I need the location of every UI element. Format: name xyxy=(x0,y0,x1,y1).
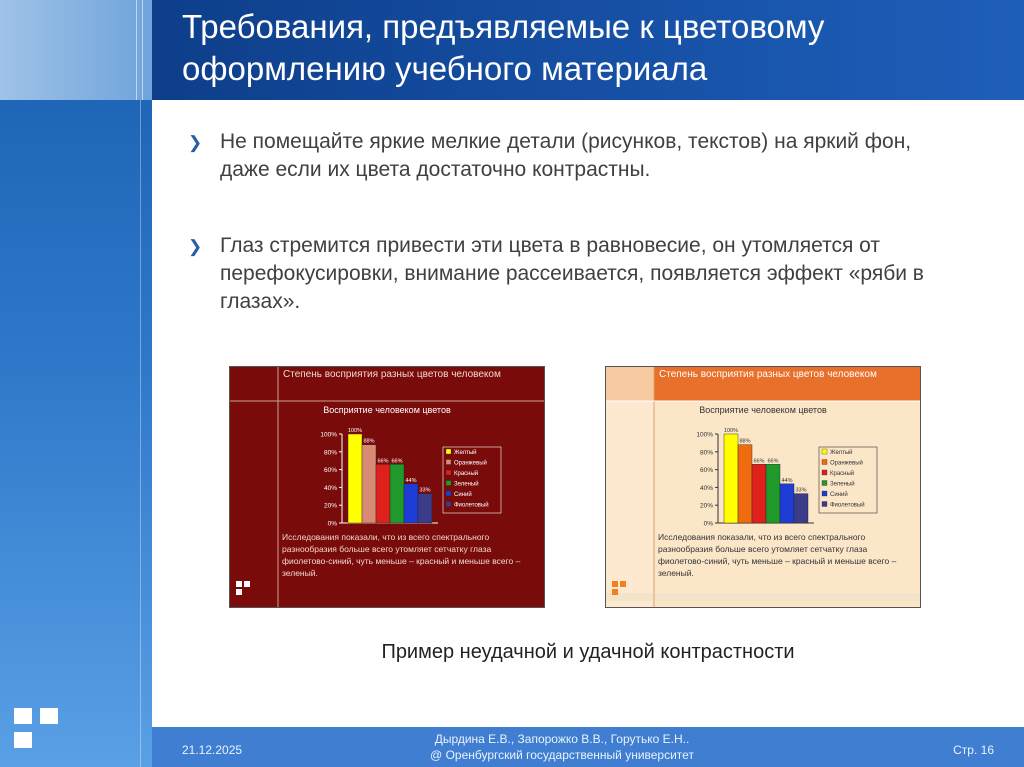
y-tick-label: 80% xyxy=(699,449,713,457)
sidebar xyxy=(0,0,152,767)
bar xyxy=(752,464,766,523)
bar xyxy=(724,434,738,523)
footer-date: 21.12.2025 xyxy=(182,743,243,757)
footer-university-line: @ Оренбургский государственный университет xyxy=(430,748,694,762)
slide-side-strip xyxy=(606,401,654,607)
legend-label: Фиолетовый xyxy=(454,502,489,509)
bar xyxy=(390,464,404,523)
footer-authors-line: Дырдина Е.В., Запорожко В.В., Горутько Е.Н.. xyxy=(434,732,690,746)
slide-logo-square xyxy=(236,589,242,595)
bar-value-label: 44% xyxy=(781,477,793,484)
legend-label: Зеленый xyxy=(454,481,479,488)
slide-logo-square xyxy=(612,581,618,587)
y-tick-label: 100% xyxy=(320,431,337,439)
y-tick-label: 40% xyxy=(323,484,337,492)
y-tick-label: 40% xyxy=(699,484,713,492)
bullet-text: Глаз стремится привести эти цвета в равновесие, он утомляется от перефокусировки, внимание рассеивается, появляется эффект «ряби в глазах». xyxy=(220,234,924,313)
chart-title: Восприятие человеком цветов xyxy=(699,405,827,415)
bar xyxy=(348,434,362,523)
legend-label: Красный xyxy=(830,471,855,477)
slide-bottom-band xyxy=(606,593,920,601)
legend-swatch xyxy=(822,449,827,454)
bar xyxy=(780,484,794,523)
bar xyxy=(766,464,780,523)
examples-caption: Пример неудачной и удачной контрастности xyxy=(381,641,795,663)
slide-logo-square xyxy=(244,581,250,587)
legend-swatch xyxy=(446,470,451,475)
legend-label: Красный xyxy=(454,471,479,477)
bar-value-label: 66% xyxy=(753,458,765,465)
chevron-right-icon: ❯ xyxy=(188,133,203,152)
bar xyxy=(794,494,808,523)
footer-authors xyxy=(352,731,772,763)
bar-value-label: 100% xyxy=(347,428,363,434)
legend-label: Желтый xyxy=(830,450,853,456)
bar-value-label: 88% xyxy=(739,438,751,445)
slide-logo-square xyxy=(236,581,242,587)
bar-value-label: 66% xyxy=(391,458,403,465)
slide-description: Исследования показали, что из всего спектрального разнообразия больше всего утомляет сетчатку глаза фиолетово-синий, чуть меньше – красный и меньше всего – зеленый. xyxy=(282,532,521,578)
y-tick-label: 0% xyxy=(327,520,337,528)
y-tick-label: 80% xyxy=(323,449,337,457)
legend-label: Фиолетовый xyxy=(830,502,865,509)
legend-label: Оранжевый xyxy=(830,460,863,467)
legend-swatch xyxy=(446,449,451,454)
y-tick-label: 100% xyxy=(696,431,713,439)
page-title: Требования, предъявляемые к цветовому оформлению учебного материала xyxy=(182,8,825,87)
footer-bar xyxy=(152,727,1024,767)
example-slide-bad xyxy=(229,366,545,608)
legend-swatch xyxy=(446,481,451,486)
bar xyxy=(738,445,752,523)
footer-page-number: Стр. 16 xyxy=(953,743,994,757)
bar xyxy=(418,494,432,523)
slide-logo-square xyxy=(620,581,626,587)
legend-swatch xyxy=(822,502,827,507)
bar-value-label: 33% xyxy=(419,487,431,494)
slide-title: Степень восприятия разных цветов человеком xyxy=(659,369,877,380)
slide-header-corner xyxy=(606,367,654,401)
legend-swatch xyxy=(446,502,451,507)
legend-swatch xyxy=(822,470,827,475)
bar xyxy=(376,464,390,523)
legend-label: Желтый xyxy=(454,450,477,456)
legend-label: Синий xyxy=(830,492,848,498)
legend-label: Оранжевый xyxy=(454,460,487,467)
slide-description: Исследования показали, что из всего спектрального разнообразия больше всего утомляет сетчатку глаза фиолетово-синий, чуть меньше – красный и меньше всего – зеленый. xyxy=(658,532,897,578)
legend-label: Синий xyxy=(454,492,472,498)
slide-logo-square xyxy=(612,589,618,595)
chevron-right-icon: ❯ xyxy=(188,237,203,256)
bar-value-label: 44% xyxy=(405,477,417,484)
bullet-text: Не помещайте яркие мелкие детали (рисунков, текстов) на яркий фон, даже если их цвета достаточно контрастны. xyxy=(220,130,912,181)
chart-title: Восприятие человеком цветов xyxy=(323,405,451,415)
slide-title: Степень восприятия разных цветов человеком xyxy=(283,369,501,380)
y-tick-label: 60% xyxy=(323,467,337,475)
y-tick-label: 20% xyxy=(323,502,337,510)
bar-value-label: 100% xyxy=(723,428,739,434)
example-slide-good xyxy=(605,366,921,608)
header-bar xyxy=(152,0,1024,100)
legend-swatch xyxy=(446,460,451,465)
bar-value-label: 33% xyxy=(795,487,807,494)
legend-swatch xyxy=(822,481,827,486)
bar-value-label: 66% xyxy=(767,458,779,465)
sidebar-top-panel xyxy=(0,0,152,100)
bar-value-label: 66% xyxy=(377,458,389,465)
bar xyxy=(404,484,418,523)
y-tick-label: 0% xyxy=(703,520,713,528)
legend-swatch xyxy=(822,491,827,496)
bar xyxy=(362,445,376,523)
y-tick-label: 60% xyxy=(699,467,713,475)
bar-value-label: 88% xyxy=(363,438,375,445)
legend-label: Зеленый xyxy=(830,481,855,488)
legend-swatch xyxy=(822,460,827,465)
y-tick-label: 20% xyxy=(699,502,713,510)
legend-swatch xyxy=(446,491,451,496)
